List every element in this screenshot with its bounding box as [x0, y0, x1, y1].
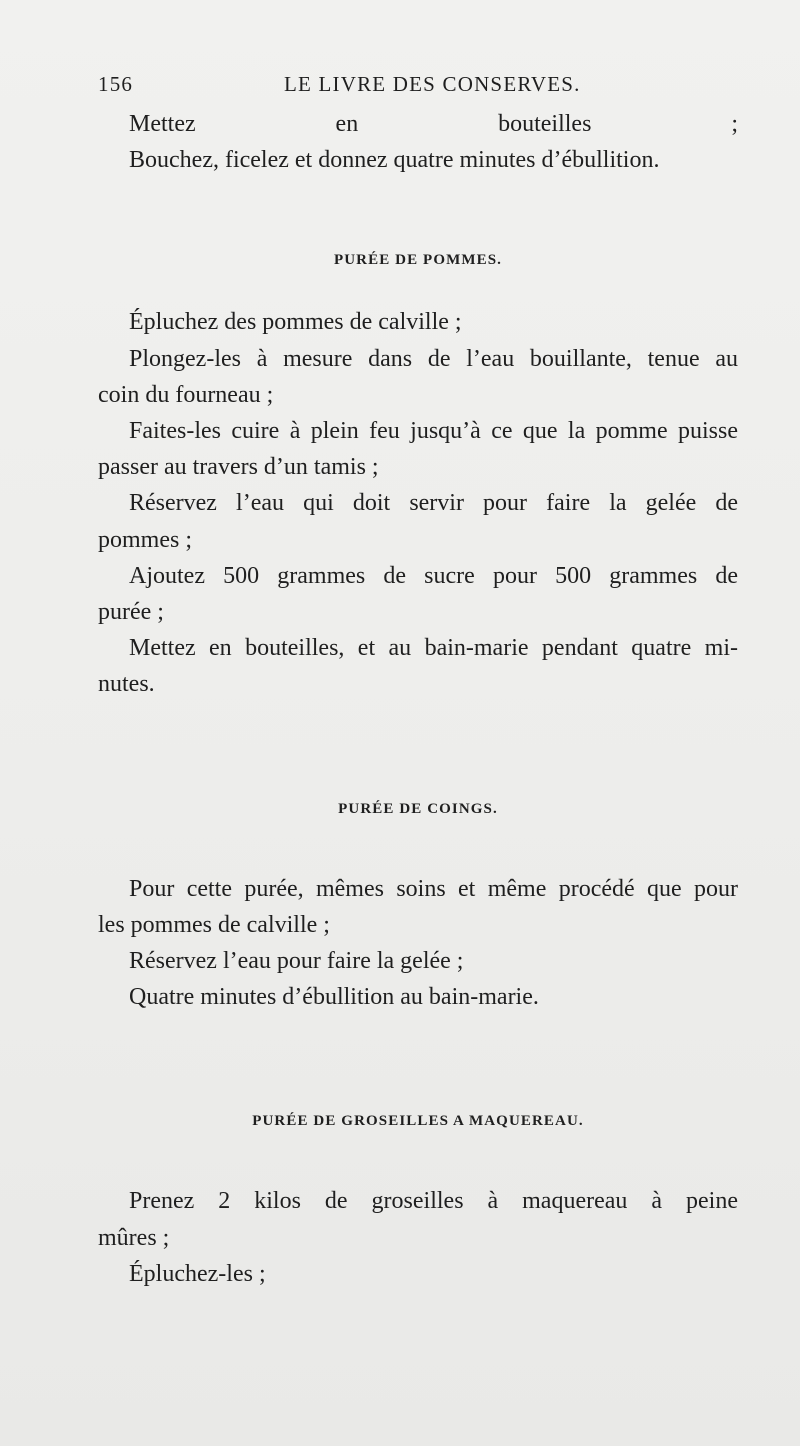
page-number: 156: [98, 72, 134, 96]
text-line: Pour cette purée, mêmes soins et même procédé que pour: [129, 875, 738, 902]
section-heading-groseilles: PURÉE DE GROSEILLES A MAQUEREAU.: [252, 1113, 584, 1130]
text-line: Prenez 2 kilos de groseilles à maquereau à peine: [129, 1188, 738, 1215]
section-heading-pommes: PURÉE DE POMMES.: [333, 252, 503, 269]
text-line: nutes.: [98, 671, 155, 698]
running-title: LE LIVRE DES CONSERVES.: [284, 72, 581, 96]
text-line: pommes ;: [98, 526, 192, 553]
text-line: mûres ;: [98, 1224, 170, 1251]
text-line: Réservez l’eau qui doit servir pour faire la gelée de: [129, 490, 738, 517]
text-line: les pommes de calville ;: [98, 911, 330, 938]
text-line: purée ;: [98, 599, 164, 626]
text-line: Plongez-les à mesure dans de l’eau bouillante, tenue au: [129, 345, 738, 372]
text-line: Réservez l’eau pour faire la gelée ;: [129, 948, 464, 975]
section-heading-coings: PURÉE DE COINGS.: [338, 800, 498, 817]
text-line: passer au travers d’un tamis ;: [98, 454, 379, 481]
text-line: Mettez en bouteilles, et au bain-marie pendant quatre mi-: [129, 635, 738, 662]
running-head: [98, 72, 708, 102]
text-line: Faites-les cuire à plein feu jusqu’à ce que la pomme puisse: [129, 418, 738, 445]
text-line: Quatre minutes d’ébullition au bain-marie.: [129, 984, 539, 1011]
text-line: Bouchez, ficelez et donnez quatre minutes d’ébullition.: [129, 147, 660, 174]
text-line: coin du fourneau ;: [98, 381, 274, 408]
text-line: Épluchez-les ;: [129, 1260, 266, 1287]
page-body: [98, 106, 738, 1292]
text-line: Épluchez des pommes de calville ;: [129, 309, 462, 336]
text-line: Mettez en bouteilles ;: [129, 111, 738, 137]
text-line: Ajoutez 500 grammes de sucre pour 500 grammes de: [129, 562, 738, 589]
